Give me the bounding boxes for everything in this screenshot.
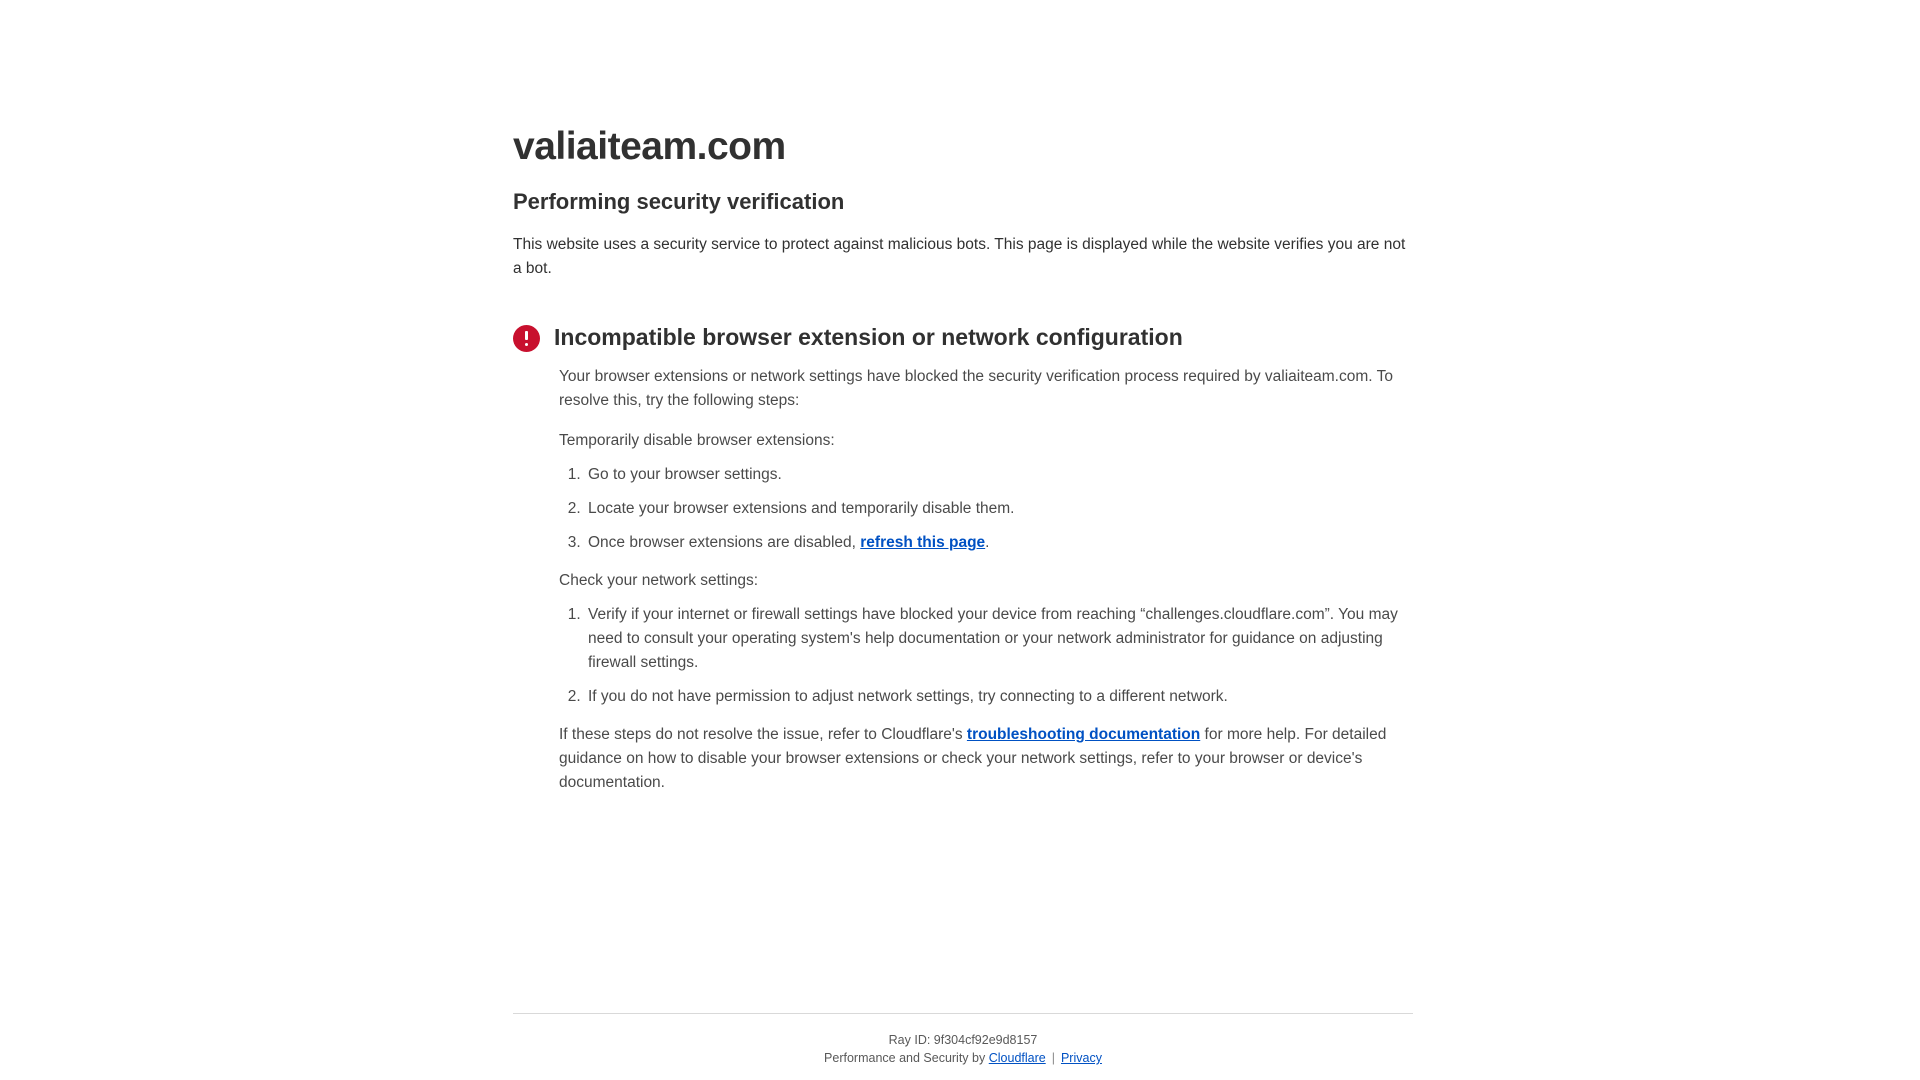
- troubleshooting-documentation-link[interactable]: troubleshooting documentation: [966, 726, 1201, 744]
- closing-text: [559, 723, 1413, 795]
- cloudflare-link[interactable]: Cloudflare: [988, 1051, 1046, 1066]
- page-title: valiaiteam.com: [513, 125, 786, 168]
- error-description: Your browser extensions or network settings have blocked the security verification process required by valiaiteam.com. To resolve this, try the following steps:: [559, 367, 1393, 409]
- step-text: If you do not have permission to adjust network settings, try connecting to a different network.: [588, 688, 1228, 706]
- page-subtitle: Performing security verification: [513, 188, 845, 214]
- list-item: [585, 463, 1413, 487]
- closing-text-before: If these steps do not resolve the issue, refer to Cloudflare's: [559, 726, 967, 744]
- step-text: Locate your browser extensions and temporarily disable them.: [588, 499, 1015, 517]
- error-title: Incompatible browser extension or network configuration: [554, 324, 1183, 351]
- step-text-after: .: [985, 534, 990, 551]
- error-block: [513, 324, 1413, 795]
- error-circle-icon: [513, 325, 540, 352]
- list-item: [585, 497, 1413, 521]
- step-text: Verify if your internet or firewall settings have blocked your device from reaching “challenges.cloudflare.com”. You may need to consult your operating system's help documentation or your network administrator for guidance on adjusting firewall settings.: [588, 606, 1398, 672]
- main-content: [513, 0, 1413, 811]
- refresh-page-link[interactable]: refresh this page: [860, 534, 986, 551]
- ray-id: Ray ID: 9f304cf92e9d8157: [888, 1033, 1038, 1047]
- privacy-link[interactable]: Privacy: [1060, 1051, 1102, 1066]
- list-item: [585, 603, 1413, 675]
- intro-text: This website uses a security service to protect against malicious bots. This page is displayed while the website verifies you are not a bot.: [513, 236, 1406, 278]
- extension-steps-list: [559, 463, 1413, 555]
- list-item: [585, 531, 1413, 555]
- list-item: [585, 685, 1413, 709]
- error-body: [559, 365, 1413, 795]
- footer-separator: |: [1051, 1051, 1055, 1066]
- closing-text-after: for more help. For detailed guidance on how to disable your browser extensions or check your network settings, refer to your browser or device's documentation.: [559, 726, 1387, 792]
- network-heading: Check your network settings:: [559, 572, 759, 590]
- performance-label: Performance and Security by: [824, 1051, 986, 1066]
- step-text: Go to your browser settings.: [588, 465, 782, 483]
- network-steps-list: [559, 603, 1413, 709]
- footer-credits: [513, 1049, 1413, 1067]
- step-text: Once browser extensions are disabled,: [588, 534, 861, 551]
- extensions-heading: Temporarily disable browser extensions:: [559, 431, 835, 449]
- page-footer: [513, 1013, 1413, 1067]
- error-header: [513, 324, 1413, 352]
